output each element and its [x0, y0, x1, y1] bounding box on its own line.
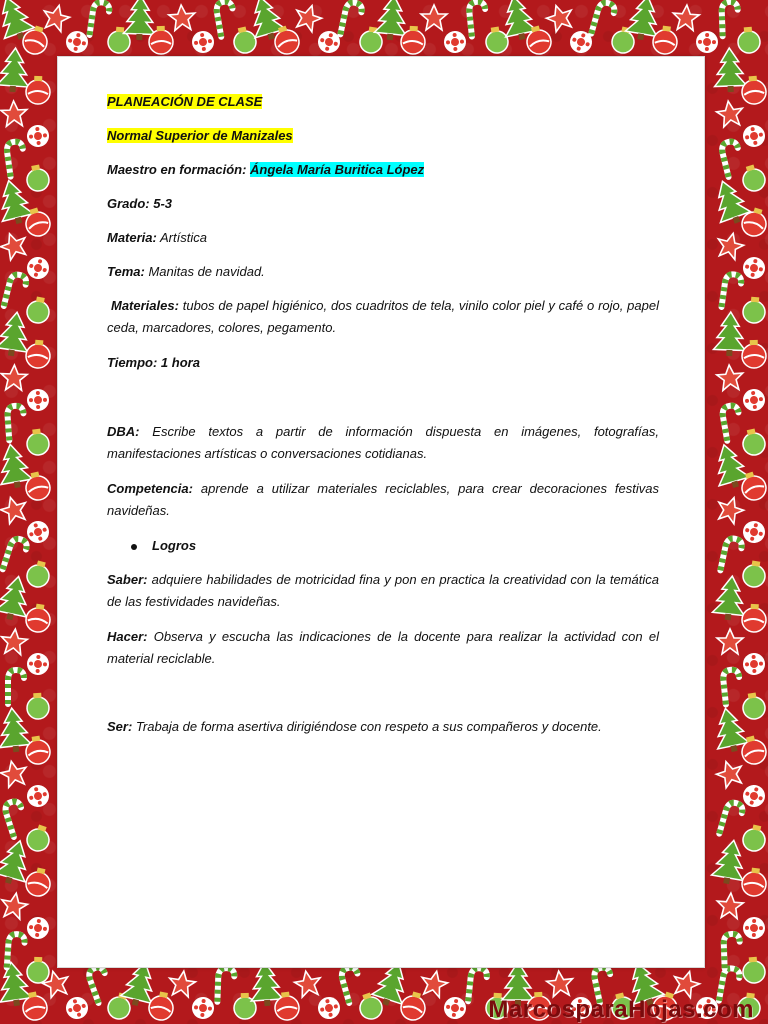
star-icon	[293, 969, 323, 998]
candy-cane-icon	[468, 1, 487, 36]
ornament-icon	[27, 957, 49, 983]
star-icon	[670, 968, 702, 999]
candy-cane-icon	[7, 405, 25, 440]
snowflake-icon	[24, 254, 51, 281]
document-page	[58, 57, 704, 967]
ornament-icon	[740, 427, 767, 457]
star-icon	[717, 629, 743, 654]
snowflake-icon	[442, 995, 467, 1020]
topic-label: Tema:	[107, 264, 145, 279]
ornament-icon	[26, 692, 49, 719]
tree-icon	[713, 311, 747, 356]
dba-line	[107, 421, 659, 465]
ornament-icon	[25, 559, 53, 590]
ornament-icon	[26, 76, 50, 104]
ser-value: Trabaja de forma asertiva dirigiéndose con respeto a sus compañeros y docente.	[135, 719, 602, 734]
hacer-line	[107, 626, 659, 670]
candy-cane-icon	[3, 800, 29, 837]
dba-value: Escribe textos a partir de información dispuesta en imágenes, fotografías, manifestaciones artísticas o conversaciones cotidianas.	[107, 424, 659, 461]
candy-cane-icon	[215, 1, 237, 37]
star-icon	[716, 364, 744, 391]
ser-line	[107, 716, 602, 738]
topic-line	[107, 261, 265, 283]
snowflake-icon	[191, 996, 215, 1020]
grade-line: Grado: 5-3	[107, 196, 173, 211]
ornament-icon	[741, 823, 768, 853]
star-icon	[546, 970, 574, 998]
star-icon	[419, 969, 450, 999]
ornament-icon	[400, 25, 425, 54]
saber-line	[107, 569, 659, 613]
snowflake-icon	[27, 389, 49, 411]
ornament-icon	[484, 25, 510, 54]
ornament-icon	[24, 734, 52, 765]
star-icon	[715, 99, 744, 127]
snowflake-icon	[26, 124, 50, 148]
ornament-icon	[741, 603, 766, 632]
candy-cane-icon	[6, 141, 27, 177]
star-icon	[292, 2, 324, 34]
subject-value: Artística	[160, 230, 207, 245]
ornament-icon	[742, 296, 766, 324]
candy-cane-icon	[90, 1, 111, 37]
achievements-label: Logros	[152, 538, 197, 553]
ornament-icon	[742, 956, 766, 984]
teacher-label: Maestro en formación:	[107, 162, 247, 177]
snowflake-icon	[741, 255, 767, 281]
snowflake-icon	[741, 519, 768, 546]
ornament-icon	[742, 340, 766, 368]
star-icon	[168, 4, 196, 31]
snowflake-icon	[742, 652, 765, 675]
star-icon	[0, 494, 30, 525]
ornament-icon	[741, 867, 768, 898]
star-icon	[1, 101, 28, 127]
ornament-icon	[741, 691, 767, 720]
star-icon	[714, 758, 746, 790]
candy-cane-icon	[721, 405, 743, 441]
ornament-icon	[741, 559, 767, 588]
candy-cane-icon	[720, 537, 743, 574]
candy-cane-icon	[87, 966, 114, 1003]
candy-cane-icon	[8, 670, 24, 704]
dba-label: DBA:	[107, 424, 140, 439]
hacer-label: Hacer:	[107, 629, 148, 644]
watermark-text: MarcosparaHojas.com	[488, 996, 754, 1023]
teacher-line	[107, 159, 424, 181]
candy-cane-icon	[3, 537, 29, 574]
snowflake-icon	[63, 994, 90, 1021]
snowflake-icon	[742, 388, 767, 413]
ornament-icon	[234, 993, 256, 1019]
ornament-icon	[25, 428, 50, 456]
candy-cane-icon	[468, 967, 487, 1002]
ornament-icon	[24, 866, 54, 899]
star-icon	[1, 365, 28, 391]
topic-value: Manitas de navidad.	[148, 264, 265, 279]
ornament-icon	[147, 990, 176, 1022]
candy-cane-icon	[4, 273, 28, 310]
ornament-icon	[24, 822, 53, 854]
document-title: PLANEACIÓN DE CLASE	[107, 94, 263, 109]
materials-line	[107, 295, 659, 339]
candy-cane-icon	[217, 968, 234, 1003]
ornament-icon	[741, 75, 767, 105]
teacher-name: Ángela María Buritica López	[250, 162, 425, 177]
ornament-icon	[737, 26, 761, 54]
candy-cane-icon	[723, 934, 740, 969]
snowflake-icon	[316, 995, 342, 1021]
competence-line	[107, 478, 659, 522]
school-name: Normal Superior de Manizales	[107, 128, 293, 143]
achievements-item	[107, 535, 307, 557]
snowflake-icon	[26, 652, 49, 675]
subject-line	[107, 227, 207, 249]
candy-cane-icon	[722, 669, 741, 704]
candy-cane-icon	[7, 934, 25, 969]
materials-label: Materiales:	[111, 298, 179, 313]
star-icon	[714, 494, 746, 526]
star-icon	[167, 969, 196, 997]
star-icon	[40, 2, 71, 33]
star-icon	[0, 229, 30, 261]
materials-value: tubos de papel higiénico, dos cuadritos de tela, vinilo color piel y café o rojo, papel ceda, marcadores, colores, pegamento.	[107, 298, 659, 335]
ornament-icon	[25, 295, 52, 325]
snowflake-icon	[26, 916, 51, 941]
candy-cane-icon	[340, 966, 365, 1003]
snowflake-icon	[741, 123, 767, 149]
candy-cane-icon	[722, 273, 743, 309]
competence-label: Competencia:	[107, 481, 193, 496]
hacer-value: Observa y escucha las indicaciones de la docente para realizar la actividad con el material reciclable.	[107, 629, 659, 666]
star-icon	[714, 230, 745, 261]
bullet-icon	[131, 544, 137, 550]
star-icon	[421, 5, 447, 30]
saber-value: adquiere habilidades de motricidad fina y pon en practica la creatividad con la temática de las festividades navideñas.	[107, 572, 659, 609]
snowflake-icon	[191, 30, 216, 55]
time-line: Tiempo: 1 hora	[107, 355, 200, 370]
candy-cane-icon	[719, 801, 744, 838]
candy-cane-icon	[721, 2, 738, 37]
ornament-icon	[739, 162, 768, 193]
candy-cane-icon	[591, 1, 616, 38]
snowflake-icon	[696, 31, 718, 53]
star-icon	[0, 759, 29, 789]
ser-label: Ser:	[107, 719, 133, 734]
ornament-icon	[652, 25, 679, 56]
snowflake-icon	[64, 29, 90, 55]
ornament-icon	[25, 339, 51, 369]
subject-label: Materia:	[107, 230, 157, 245]
ornament-icon	[24, 163, 51, 193]
candy-cane-icon	[720, 140, 744, 177]
competence-value: aprende a utilizar materiales reciclables, para crear decoraciones festivas navideñas.	[107, 481, 659, 518]
tree-icon	[713, 47, 747, 92]
star-icon	[716, 892, 744, 919]
snowflake-icon	[743, 917, 765, 939]
saber-label: Saber:	[107, 572, 148, 587]
star-icon	[0, 628, 28, 656]
ornament-icon	[231, 25, 258, 55]
star-icon	[0, 891, 29, 920]
snowflake-icon	[443, 30, 466, 53]
star-icon	[672, 4, 700, 31]
snowflake-icon	[25, 783, 52, 810]
star-icon	[544, 2, 576, 34]
candy-cane-icon	[340, 1, 363, 38]
ornament-icon	[24, 602, 52, 633]
